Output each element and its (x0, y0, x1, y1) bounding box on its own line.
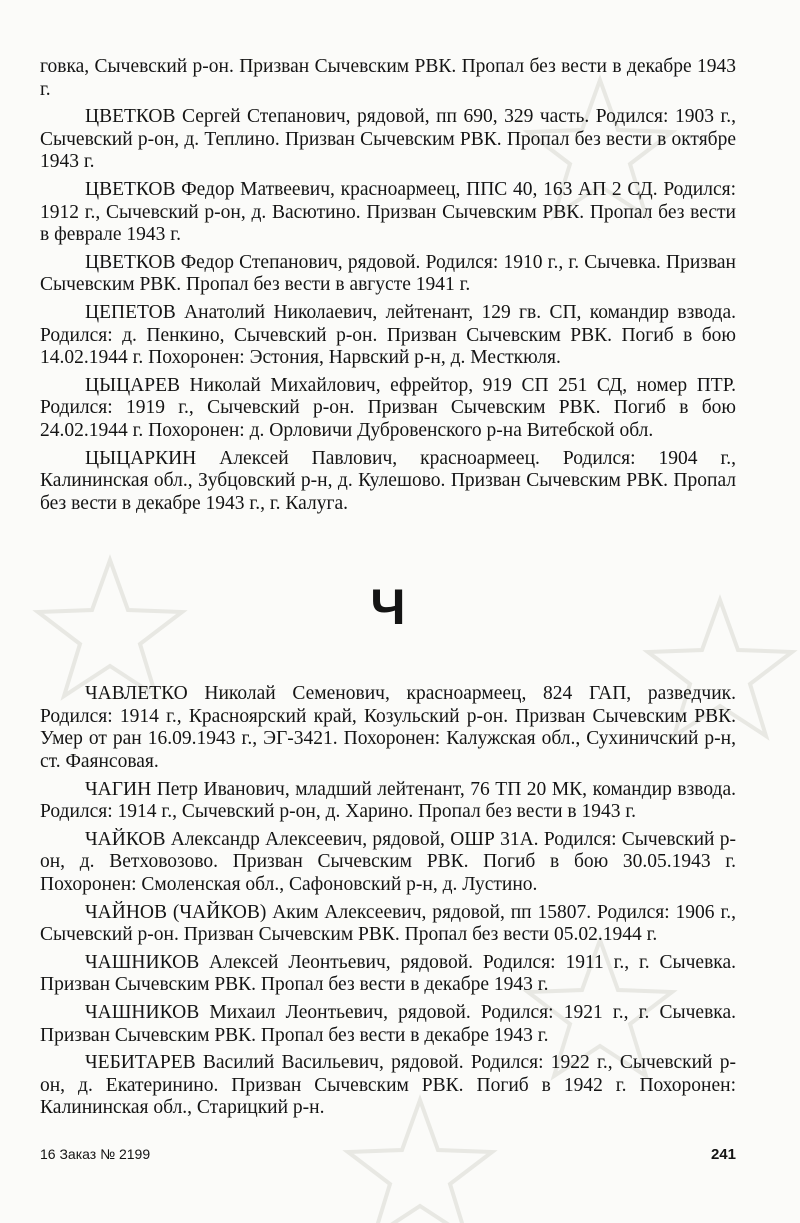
register-entry (40, 252, 736, 297)
register-entry (40, 952, 736, 997)
register-entry (40, 829, 736, 897)
entry-text: ЧАЙКОВ Александр Алексеевич, рядовой, ОШР 31А. Родился: Сычевский р-он, д. Ветховозово. Призван Сычевским РВК. Погиб в бою 30.05.1943 г. Похоронен: Смоленская обл., Сафоновский р-н, д. Лустино. (40, 828, 736, 896)
register-entry (40, 902, 736, 947)
entry-text: ЧАЙНОВ (ЧАЙКОВ) Аким Алексеевич, рядовой, пп 15807. Родился: 1906 г., Сычевский р-он. Призван Сычевским РВК. Пропал без вести 05.02.1944 г. (40, 901, 736, 946)
register-entry (40, 448, 736, 516)
register-entry (40, 779, 736, 824)
section-letter: Ч (370, 579, 406, 636)
register-entry (40, 375, 736, 443)
register-entry (40, 1002, 736, 1047)
register-entry (40, 302, 736, 370)
register-entry (40, 683, 736, 773)
register-entry (40, 56, 736, 101)
page-body (40, 56, 736, 1125)
entry-text: ЦЫЦАРКИН Алексей Павлович, красноармеец. Родился: 1904 г., Калининская обл., Зубцовский р-н, д. Кулешово. Призван Сычевским РВК. Пропал без вести в декабре 1943 г., г. Калуга. (40, 447, 736, 514)
entry-text: ЦЫЦАРЕВ Николай Михайлович, ефрейтор, 919 СП 251 СД, номер ПТР. Родился: 1919 г., Сычевский р-он. Призван Сычевским РВК. Погиб в бою 24.02.1944 г. Похоронен: д. Орловичи Дубровенского р-на Витебской обл. (40, 374, 736, 441)
entry-text: говка, Сычевский р-он. Призван Сычевским РВК. Пропал без вести в декабре 1943 г. (40, 56, 736, 100)
entry-text: ЦЕПЕТОВ Анатолий Николаевич, лейтенант, 129 гв. СП, командир взвода. Родился: д. Пенкино, Сычевский р-он. Призван Сычевским РВК. Погиб в бою 14.02.1944 г. Похоронен: Эстония, Нарвский р-н, д. Месткюля. (40, 301, 736, 369)
register-entry (40, 1052, 736, 1120)
page-number: 241 (710, 1146, 736, 1163)
register-entry (40, 179, 736, 247)
entry-text: ЧАГИН Петр Иванович, младший лейтенант, 76 ТП 20 МК, командир взвода. Родился: 1914 г., Сычевский р-он, д. Харино. Пропал без вести в 1943 г. (40, 778, 736, 823)
entry-text: ЦВЕТКОВ Сергей Степанович, рядовой, пп 690, 329 часть. Родился: 1903 г., Сычевский р-он, д. Теплино. Призван Сычевским РВК. Пропал без вести в октябре 1943 г. (40, 106, 736, 173)
entry-text: ЧАШНИКОВ Михаил Леонтьевич, рядовой. Родился: 1921 г., г. Сычевка. Призван Сычевским РВК. Пропал без вести в декабре 1943 г. (40, 1002, 736, 1046)
entry-text: ЦВЕТКОВ Федор Степанович, рядовой. Родился: 1910 г., г. Сычевка. Призван Сычевским РВК. Пропал без вести в августе 1941 г. (40, 251, 736, 296)
entry-text: ЧАВЛЕТКО Николай Семенович, красноармеец, 824 ГАП, разведчик. Родился: 1914 г., Красноярский край, Козульский р-он. Призван Сычевским РВК. Умер от ран 16.09.1943 г., ЭГ-3421. Похоронен: Калужская обл., Сухиничский р-н, ст. Фаянсовая. (40, 683, 736, 773)
entry-text: ЧЕБИТАРЕВ Василий Васильевич, рядовой. Родился: 1922 г., Сычевский р-он, д. Екатеринино. Призван Сычевским РВК. Погиб в 1942 г. Похоронен: Калининская обл., Старицкий р-н. (40, 1052, 736, 1119)
signature-mark: 16 Заказ № 2199 (40, 1146, 151, 1162)
entry-text: ЧАШНИКОВ Алексей Леонтьевич, рядовой. Родился: 1911 г., г. Сычевка. Призван Сычевским РВК. Пропал без вести в декабре 1943 г. (40, 951, 736, 996)
entry-text: ЦВЕТКОВ Федор Матвеевич, красноармеец, ППС 40, 163 АП 2 СД. Родился: 1912 г., Сычевский р-он, д. Васютино. Призван Сычевским РВК. Пропал без вести в феврале 1943 г. (40, 178, 736, 246)
register-entry (40, 106, 736, 174)
